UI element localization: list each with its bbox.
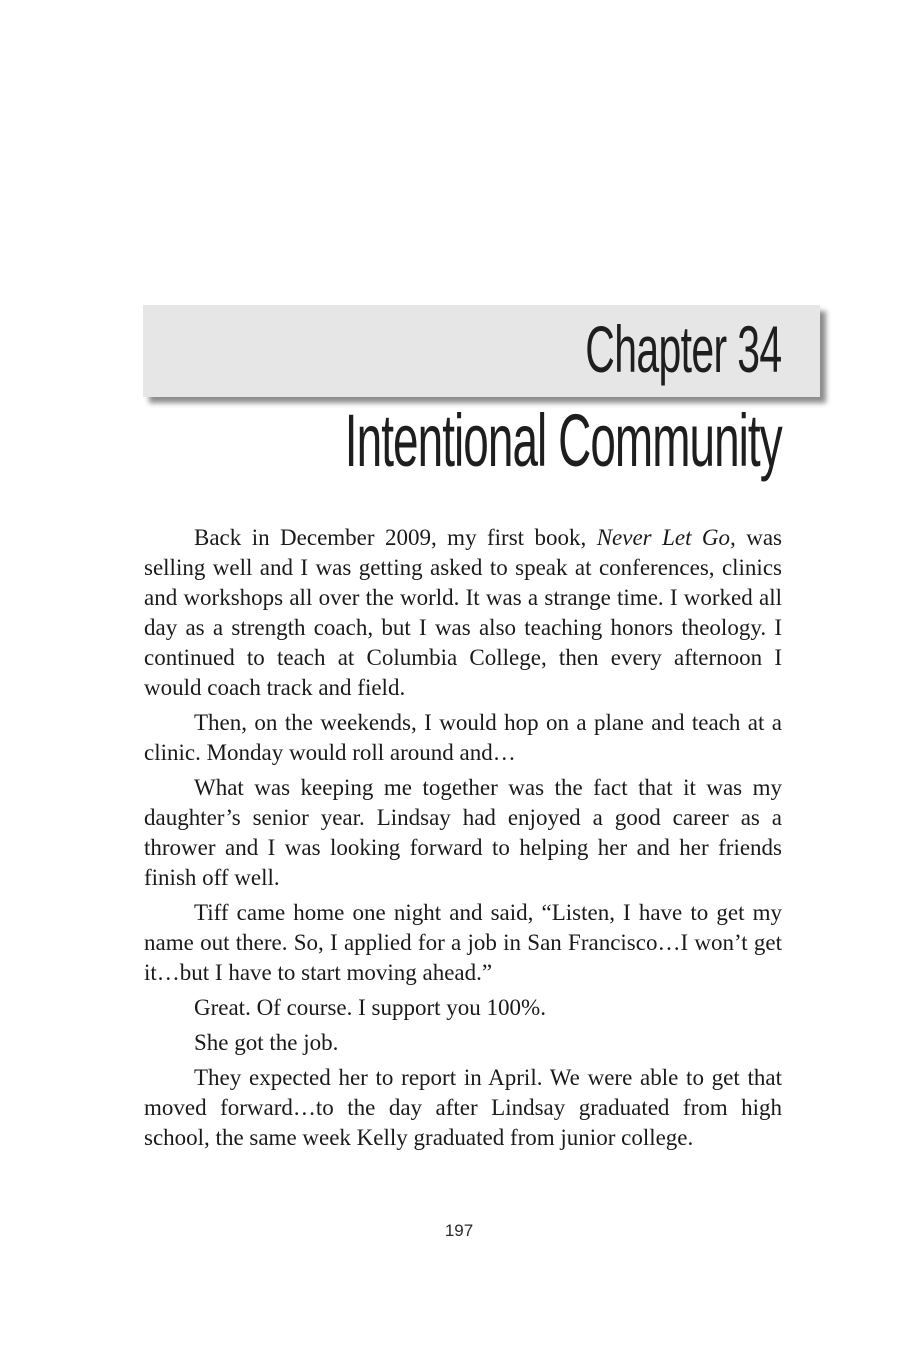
page-number: 197 [444, 1221, 474, 1240]
chapter-title: Intentional Community [345, 399, 782, 482]
paragraph-5: Great. Of course. I support you 100%. [194, 995, 546, 1020]
paragraph-7: They expected her to report in April. We were able to get that moved forward…to the day after Lindsay graduated from high school, the same week Kelly graduated from junior college. [144, 1065, 782, 1150]
paragraph-4: Tiff came home one night and said, “Listen, I have to get my name out there. So, I applied for a job in San Francisco…I won’t get it…but I have to start moving ahead.” [144, 900, 782, 985]
paragraph-3: What was keeping me together was the fact that it was my daughter’s senior year. Lindsay had enjoyed a good career as a thrower and I was looking forward to helping her and her friends finish off well. [144, 775, 782, 890]
paragraph-1-text-end: was selling well and I was getting asked to speak at conferences, clinics and workshops all over the world. It was a strange time. I worked all day as a strength coach, but I was also teaching honors theology. I continued to teach at Columbia College, then every afternoon I would coach track and field. [144, 525, 782, 700]
chapter-number: Chapter 34 [585, 312, 782, 386]
paragraph-2: Then, on the weekends, I would hop on a plane and teach at a clinic. Monday would roll around and… [144, 710, 782, 765]
book-title: Never Let Go, [596, 525, 736, 550]
paragraph-6: She got the job. [194, 1030, 339, 1055]
paragraph-1-text-start: Back in December 2009, my first book, [194, 525, 597, 550]
paragraph-1 [144, 523, 782, 703]
body-text [144, 523, 782, 1158]
